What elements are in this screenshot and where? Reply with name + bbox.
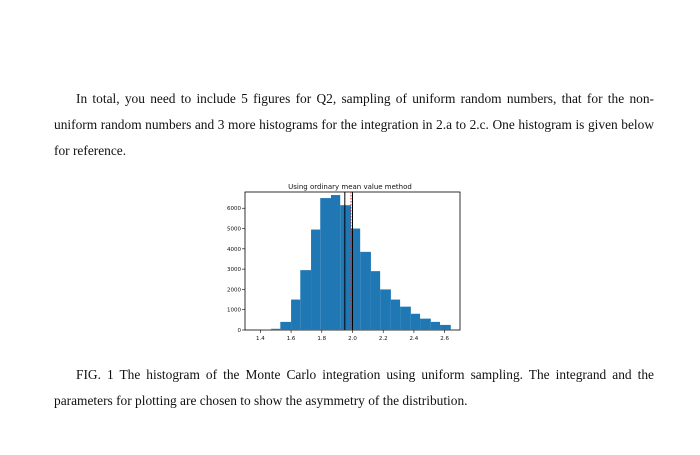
x-tick-label: 2.2 — [378, 336, 388, 342]
y-tick-label: 4000 — [227, 246, 241, 253]
histogram-bar — [420, 319, 431, 330]
histogram-bar — [400, 307, 411, 330]
x-axis-ticks — [256, 330, 450, 342]
x-tick-label: 1.6 — [286, 336, 296, 342]
histogram-bar — [320, 198, 331, 330]
y-tick-label: 0 — [237, 328, 241, 334]
x-tick-label: 1.8 — [317, 336, 327, 342]
y-axis-ticks — [227, 206, 245, 334]
histogram-bar — [371, 271, 380, 330]
histogram-bar — [360, 252, 371, 330]
histogram-bar — [431, 322, 440, 330]
histogram-bar — [380, 289, 391, 330]
intro-paragraph — [54, 86, 654, 164]
histogram-bar — [440, 325, 451, 330]
bars-group — [260, 195, 450, 330]
histogram-bar — [391, 300, 400, 330]
histogram-bar — [271, 329, 280, 330]
histogram-bar — [311, 230, 320, 330]
figure-caption — [54, 362, 654, 414]
y-tick-label: 3000 — [227, 267, 241, 274]
caption-text: FIG. 1 The histogram of the Monte Carlo integration using uniform sampling. The integrand and the parameters for plotting are chosen to show the asymmetry of the distribution. — [54, 367, 654, 408]
histogram-bar — [280, 322, 291, 330]
y-tick-label: 5000 — [227, 226, 241, 233]
x-tick-label: 2.6 — [440, 336, 450, 342]
histogram-bar — [411, 314, 420, 330]
chart-title: Using ordinary mean value method — [288, 183, 412, 191]
histogram-figure — [226, 178, 466, 348]
y-tick-label: 2000 — [227, 287, 241, 294]
x-tick-label: 2.4 — [409, 336, 419, 342]
histogram-bar — [300, 270, 311, 330]
histogram-bar — [331, 195, 340, 330]
y-tick-label: 1000 — [227, 307, 241, 314]
intro-text: In total, you need to include 5 figures for Q2, sampling of uniform random numbers, that for the non-uniform random numbers and 3 more histograms for the integration in 2.a to 2.c. One histogram is given below for reference. — [54, 91, 654, 158]
y-tick-label: 6000 — [227, 206, 241, 213]
x-tick-label: 2.0 — [348, 336, 357, 342]
x-tick-label: 1.4 — [255, 336, 265, 342]
histogram-chart — [226, 178, 466, 348]
histogram-bar — [291, 300, 300, 330]
histogram-bar — [340, 205, 351, 330]
